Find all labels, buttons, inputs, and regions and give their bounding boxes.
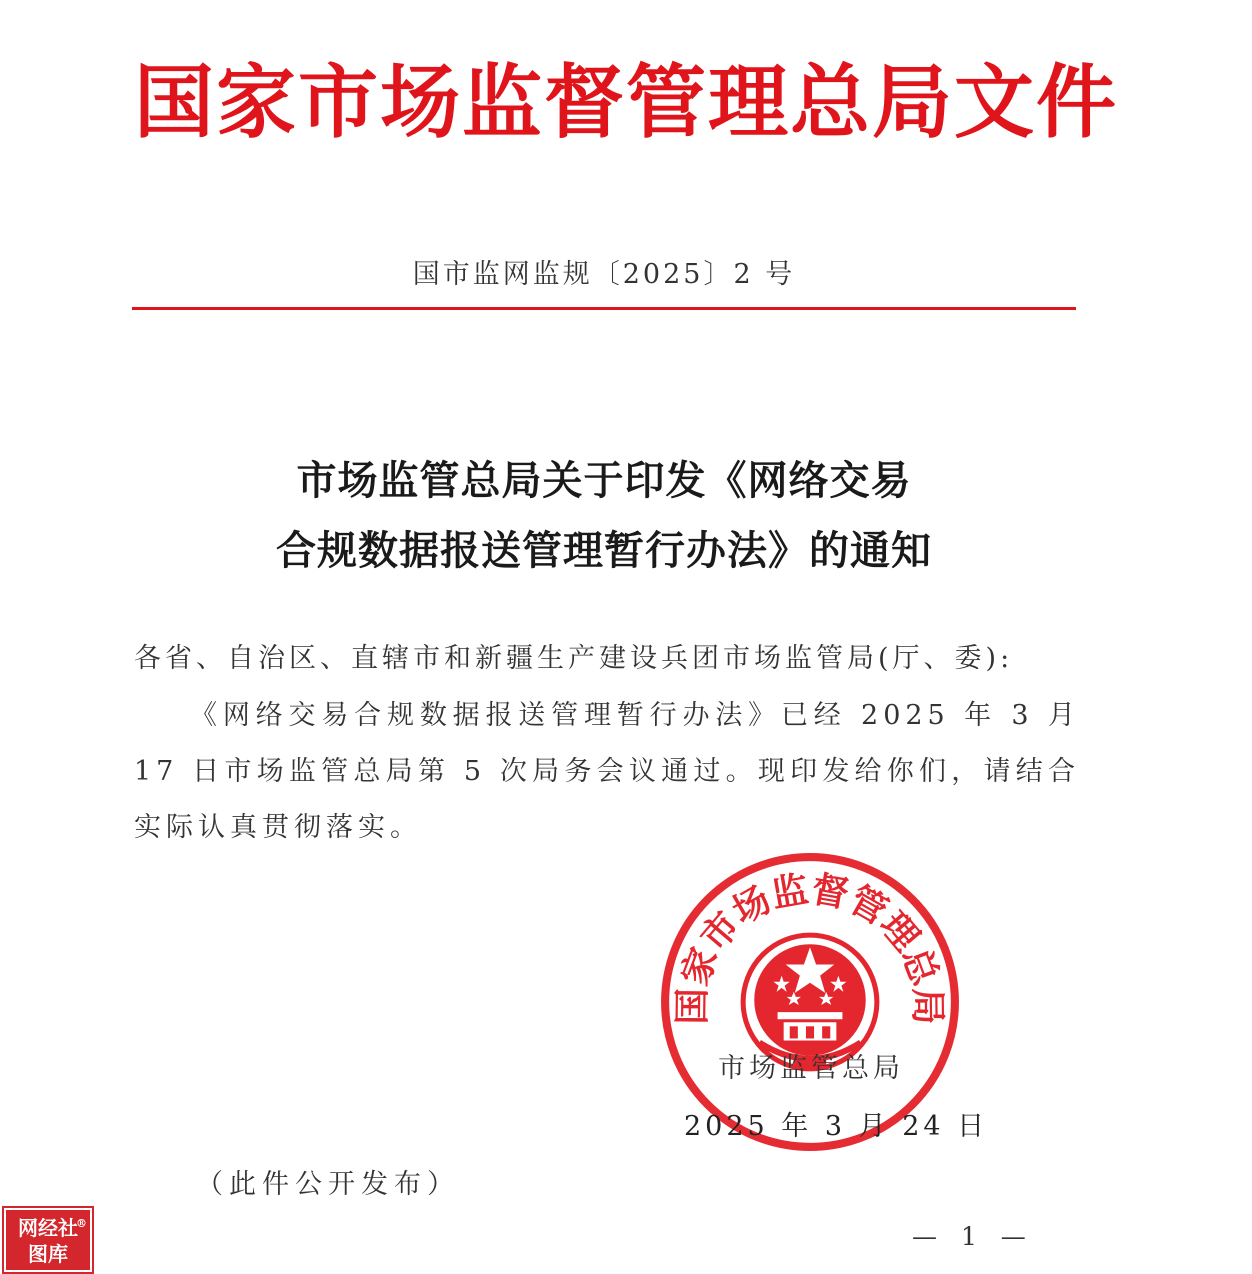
page-number: — 1 — <box>912 1222 1034 1251</box>
title-line-2: 合规数据报送管理暂行办法》的通知 <box>276 527 932 574</box>
document-title <box>0 446 1208 586</box>
svg-text:国家市场监督管理总局: 国家市场监督管理总局 <box>670 867 950 1025</box>
document-masthead: 国家市场监督管理总局文件 <box>134 55 1118 149</box>
body-paragraph: 《网络交易合规数据报送管理暂行办法》已经 2025 年 3 月 17 日市场监管总局第 5 次局务会议通过。现印发给你们，请结合实际认真贯彻落实。 <box>134 700 1080 843</box>
watermark-line-2: 图库 <box>28 1242 68 1266</box>
document-number: 国市监网监规〔2025〕2 号 <box>412 259 796 290</box>
registered-mark: ® <box>76 1217 87 1230</box>
watermark-logo <box>4 1208 92 1272</box>
addressee-line: 各省、自治区、直辖市和新疆生产建设兵团市场监管局(厅、委): <box>134 643 1014 674</box>
red-divider-line <box>132 307 1076 310</box>
watermark-line-1: 网经社 <box>18 1216 78 1240</box>
signing-date: 2025 年 3 月 24 日 <box>684 1111 989 1142</box>
signing-authority: 市场监管总局 <box>718 1053 904 1084</box>
title-line-1: 市场监管总局关于印发《网络交易 <box>296 457 912 504</box>
disclosure-note: （此件公开发布） <box>196 1169 460 1200</box>
